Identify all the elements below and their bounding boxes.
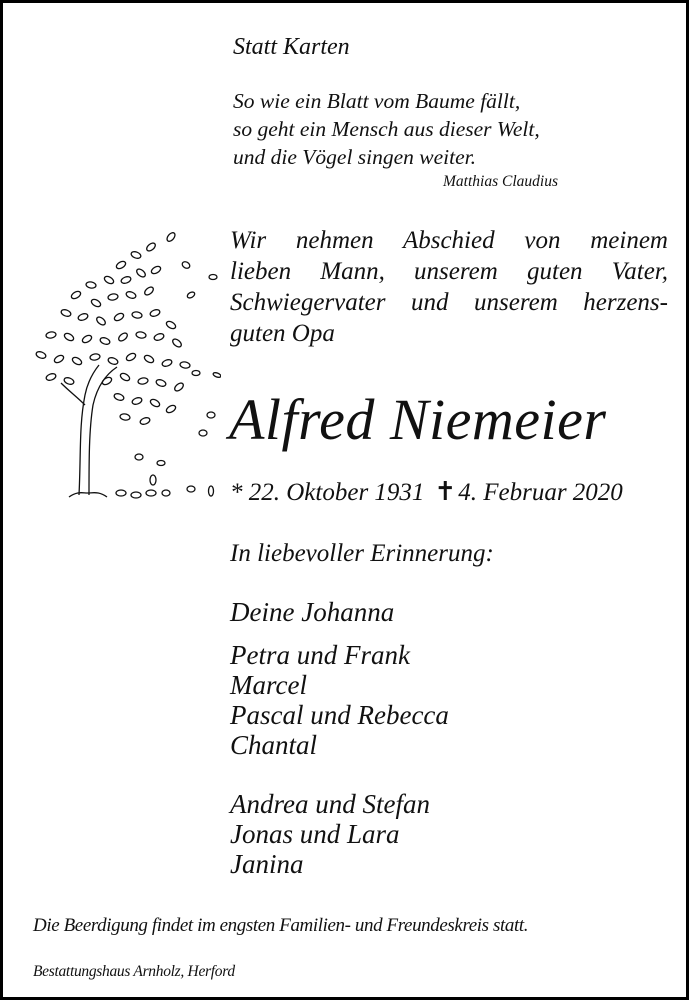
mourner: Jonas und Lara bbox=[230, 819, 400, 849]
quote-author: Matthias Claudius bbox=[443, 173, 558, 190]
mourner: Janina bbox=[230, 849, 304, 879]
mourner: Deine Johanna bbox=[230, 597, 395, 627]
remembrance-heading: In liebevoller Erinnerung: bbox=[230, 540, 494, 567]
life-dates bbox=[230, 477, 623, 507]
quote-line: So wie ein Blatt vom Baume fällt, bbox=[233, 89, 521, 113]
cross-icon: ✝ bbox=[434, 477, 457, 506]
intro-line: lieben Mann, unserem guten Vater, bbox=[230, 258, 668, 285]
quote bbox=[233, 87, 540, 171]
family-group-2 bbox=[230, 640, 449, 760]
tree-with-falling-leaves-icon bbox=[21, 225, 221, 510]
deceased-name: Alfred Niemeier bbox=[229, 387, 607, 452]
funeral-note: Die Beerdigung findet im engsten Familien- und Freundeskreis statt. bbox=[33, 915, 529, 936]
birth-date: * 22. Oktober 1931 bbox=[230, 479, 425, 506]
intro-line: Wir nehmen Abschied von meinem bbox=[230, 227, 668, 254]
mourner: Andrea und Stefan bbox=[230, 789, 430, 819]
family-group-1 bbox=[230, 597, 394, 627]
undertaker-credit: Bestattungshaus Arnholz, Herford bbox=[33, 963, 235, 980]
mourner: Pascal und Rebecca bbox=[230, 700, 449, 730]
quote-line: so geht ein Mensch aus dieser Welt, bbox=[233, 117, 540, 141]
quote-line: und die Vögel singen weiter. bbox=[233, 145, 477, 169]
intro-line: Schwiegervater und unserem herzens- bbox=[230, 289, 668, 316]
mourner: Petra und Frank bbox=[230, 640, 410, 670]
farewell-intro bbox=[230, 225, 668, 349]
header-statt-karten: Statt Karten bbox=[233, 34, 350, 60]
mourner: Marcel bbox=[230, 670, 307, 700]
family-group-3 bbox=[230, 789, 430, 879]
death-date: 4. Februar 2020 bbox=[458, 479, 623, 506]
intro-line: guten Opa bbox=[230, 320, 335, 347]
mourner: Chantal bbox=[230, 730, 318, 760]
